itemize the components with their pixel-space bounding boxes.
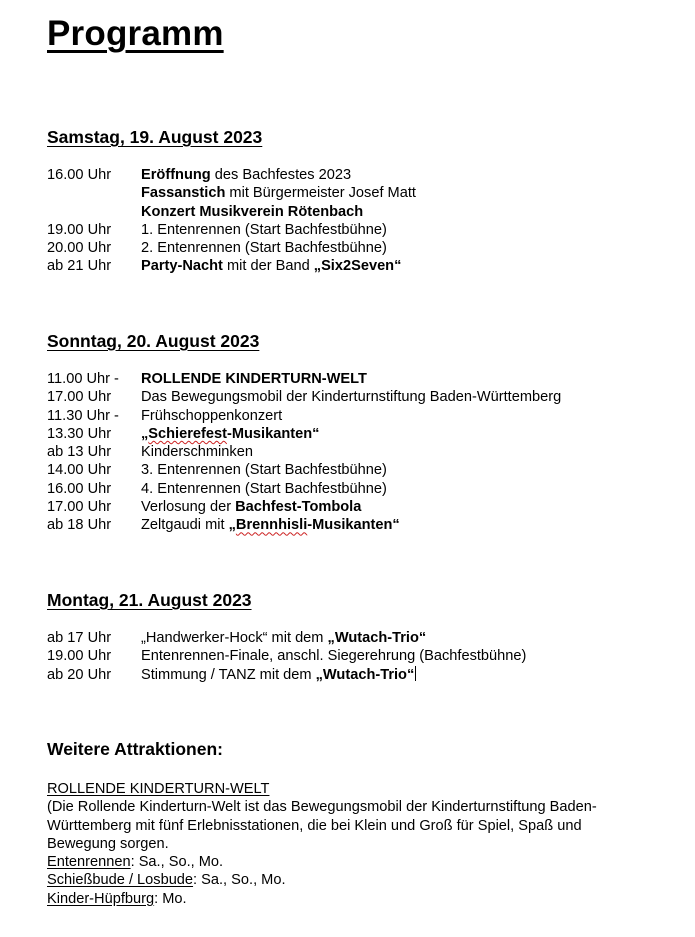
schedule-description: [141, 498, 667, 516]
schedule-row: [47, 203, 667, 221]
schedule-description: [141, 461, 667, 479]
schedule-row: [47, 425, 667, 443]
schedule-row: [47, 480, 667, 498]
schedule-text: 3. Entenrennen (Start Bachfestbühne): [141, 462, 387, 479]
schedule-text: Brennhisli: [235, 517, 308, 534]
attraction-item: [47, 853, 667, 871]
schedule-text: Konzert Musikverein Rötenbach: [141, 203, 364, 220]
schedule-time: 14.00 Uhr: [47, 462, 112, 479]
schedule-text: Bachfest-Tombola: [235, 499, 362, 516]
schedule-time: ab 17 Uhr: [47, 630, 112, 646]
schedule-description: [141, 666, 667, 684]
schedule-text: Schierefest: [148, 425, 227, 442]
schedule-description: [141, 443, 667, 461]
schedule-time: 11.30 Uhr -: [47, 407, 119, 424]
schedule-text: Fassanstich: [141, 185, 226, 202]
schedule-text: „Wutach-Trio“: [327, 630, 427, 646]
schedule-time: 13.30 Uhr: [47, 425, 112, 442]
schedule-description: [141, 516, 667, 534]
schedule-text: „Six2Seven“: [313, 258, 402, 275]
schedule-text: Entenrennen-Finale, anschl. Siegerehrung (Bachfestbühne): [141, 648, 527, 665]
text-cursor: [415, 666, 416, 681]
schedule-text: 1. Entenrennen (Start Bachfestbühne): [141, 221, 387, 238]
attraction-days: : Sa., So., Mo.: [193, 872, 286, 889]
schedule-time: 19.00 Uhr: [47, 221, 112, 238]
attraction-item: [47, 871, 667, 889]
schedule-row: [47, 388, 667, 406]
schedule-row: [47, 443, 667, 461]
attractions-heading: Weitere Attraktionen:: [47, 739, 223, 759]
schedule-text: Zeltgaudi mit: [141, 517, 229, 534]
schedule-description: [141, 221, 667, 239]
schedule-time: 20.00 Uhr: [47, 240, 112, 257]
schedule-time: 11.00 Uhr -: [47, 371, 119, 387]
schedule-description: [141, 257, 667, 275]
attraction-days: : Sa., So., Mo.: [130, 854, 224, 871]
kinderturn-desc-line: Württemberg mit fünf Erlebnisstationen, die bei Klein und Groß für Spiel, Spaß und: [47, 817, 582, 834]
schedule-description: [141, 647, 667, 665]
schedule-time: ab 13 Uhr: [47, 444, 112, 461]
schedule-row: [47, 666, 667, 684]
schedule-description: [141, 203, 667, 221]
schedule-text: Verlosung der: [141, 499, 236, 516]
schedule-text: ROLLENDE KINDERTURN-WELT: [141, 371, 367, 387]
schedule-time: 17.00 Uhr: [47, 389, 112, 406]
schedule-description: [141, 425, 667, 443]
schedule-saturday: [47, 166, 667, 276]
schedule-description: [141, 370, 667, 388]
schedule-text: -Musikanten“: [307, 517, 400, 534]
schedule-text: Eröffnung: [141, 167, 211, 183]
attraction-item: [47, 890, 667, 908]
attraction-label: Schießbude / Losbude: [47, 872, 194, 889]
schedule-row: [47, 647, 667, 665]
page-title: Programm: [47, 14, 224, 53]
day-heading-sunday: Sonntag, 20. August 2023: [47, 331, 260, 351]
schedule-time: [47, 203, 141, 221]
schedule-text: Party-Nacht: [141, 258, 223, 275]
attractions-section: [47, 780, 667, 908]
attraction-label: Entenrennen: [47, 854, 131, 871]
schedule-row: [47, 461, 667, 479]
schedule-description: [141, 184, 667, 202]
schedule-row: [47, 370, 667, 388]
schedule-text: mit Bürgermeister Josef Matt: [225, 185, 416, 202]
schedule-description: [141, 629, 667, 647]
schedule-text: „: [141, 425, 149, 442]
day-heading-monday: Montag, 21. August 2023: [47, 590, 252, 610]
schedule-description: [141, 239, 667, 257]
schedule-time: ab 20 Uhr: [47, 666, 112, 683]
schedule-time: ab 21 Uhr: [47, 258, 112, 275]
schedule-text: „: [228, 517, 236, 534]
schedule-text: Frühschoppenkonzert: [141, 407, 283, 424]
schedule-row: [47, 407, 667, 425]
schedule-row: [47, 629, 667, 647]
attraction-days: : Mo.: [154, 890, 187, 907]
schedule-text: 4. Entenrennen (Start Bachfestbühne): [141, 480, 387, 497]
schedule-row: [47, 498, 667, 516]
schedule-text: „Wutach-Trio“: [315, 666, 415, 683]
schedule-text: „Handwerker-Hock“ mit dem: [141, 630, 328, 646]
schedule-row: [47, 221, 667, 239]
schedule-time: 16.00 Uhr: [47, 480, 112, 497]
kinderturn-desc-line: (Die Rollende Kinderturn-Welt ist das Bewegungsmobil der Kinderturnstiftung Baden-: [47, 799, 597, 816]
schedule-text: -Musikanten“: [226, 425, 320, 442]
day-heading-saturday: Samstag, 19. August 2023: [47, 127, 263, 147]
schedule-sunday: [47, 370, 667, 535]
schedule-text: mit der Band: [222, 258, 314, 275]
schedule-time: 16.00 Uhr: [47, 167, 112, 183]
schedule-description: [141, 166, 667, 184]
schedule-row: [47, 516, 667, 534]
attraction-label: Kinder-Hüpfburg: [47, 890, 155, 907]
schedule-row: [47, 239, 667, 257]
schedule-time: 19.00 Uhr: [47, 648, 112, 665]
schedule-description: [141, 407, 667, 425]
schedule-text: des Bachfestes 2023: [210, 167, 352, 183]
schedule-time: ab 18 Uhr: [47, 517, 112, 534]
schedule-row: [47, 184, 667, 202]
schedule-time: [47, 184, 141, 202]
schedule-description: [141, 480, 667, 498]
schedule-text: Kinderschminken: [141, 444, 253, 461]
schedule-row: [47, 257, 667, 275]
schedule-time: 17.00 Uhr: [47, 499, 112, 516]
schedule-monday: [47, 629, 667, 684]
schedule-text: Das Bewegungsmobil der Kinderturnstiftung Baden-Württemberg: [141, 389, 562, 406]
schedule-description: [141, 388, 667, 406]
schedule-text: Stimmung / TANZ mit dem: [141, 666, 316, 683]
kinderturn-desc-line: Bewegung sorgen.: [47, 835, 169, 852]
schedule-text: 2. Entenrennen (Start Bachfestbühne): [141, 240, 387, 257]
kinderturn-title: ROLLENDE KINDERTURN-WELT: [47, 781, 270, 797]
schedule-row: [47, 166, 667, 184]
